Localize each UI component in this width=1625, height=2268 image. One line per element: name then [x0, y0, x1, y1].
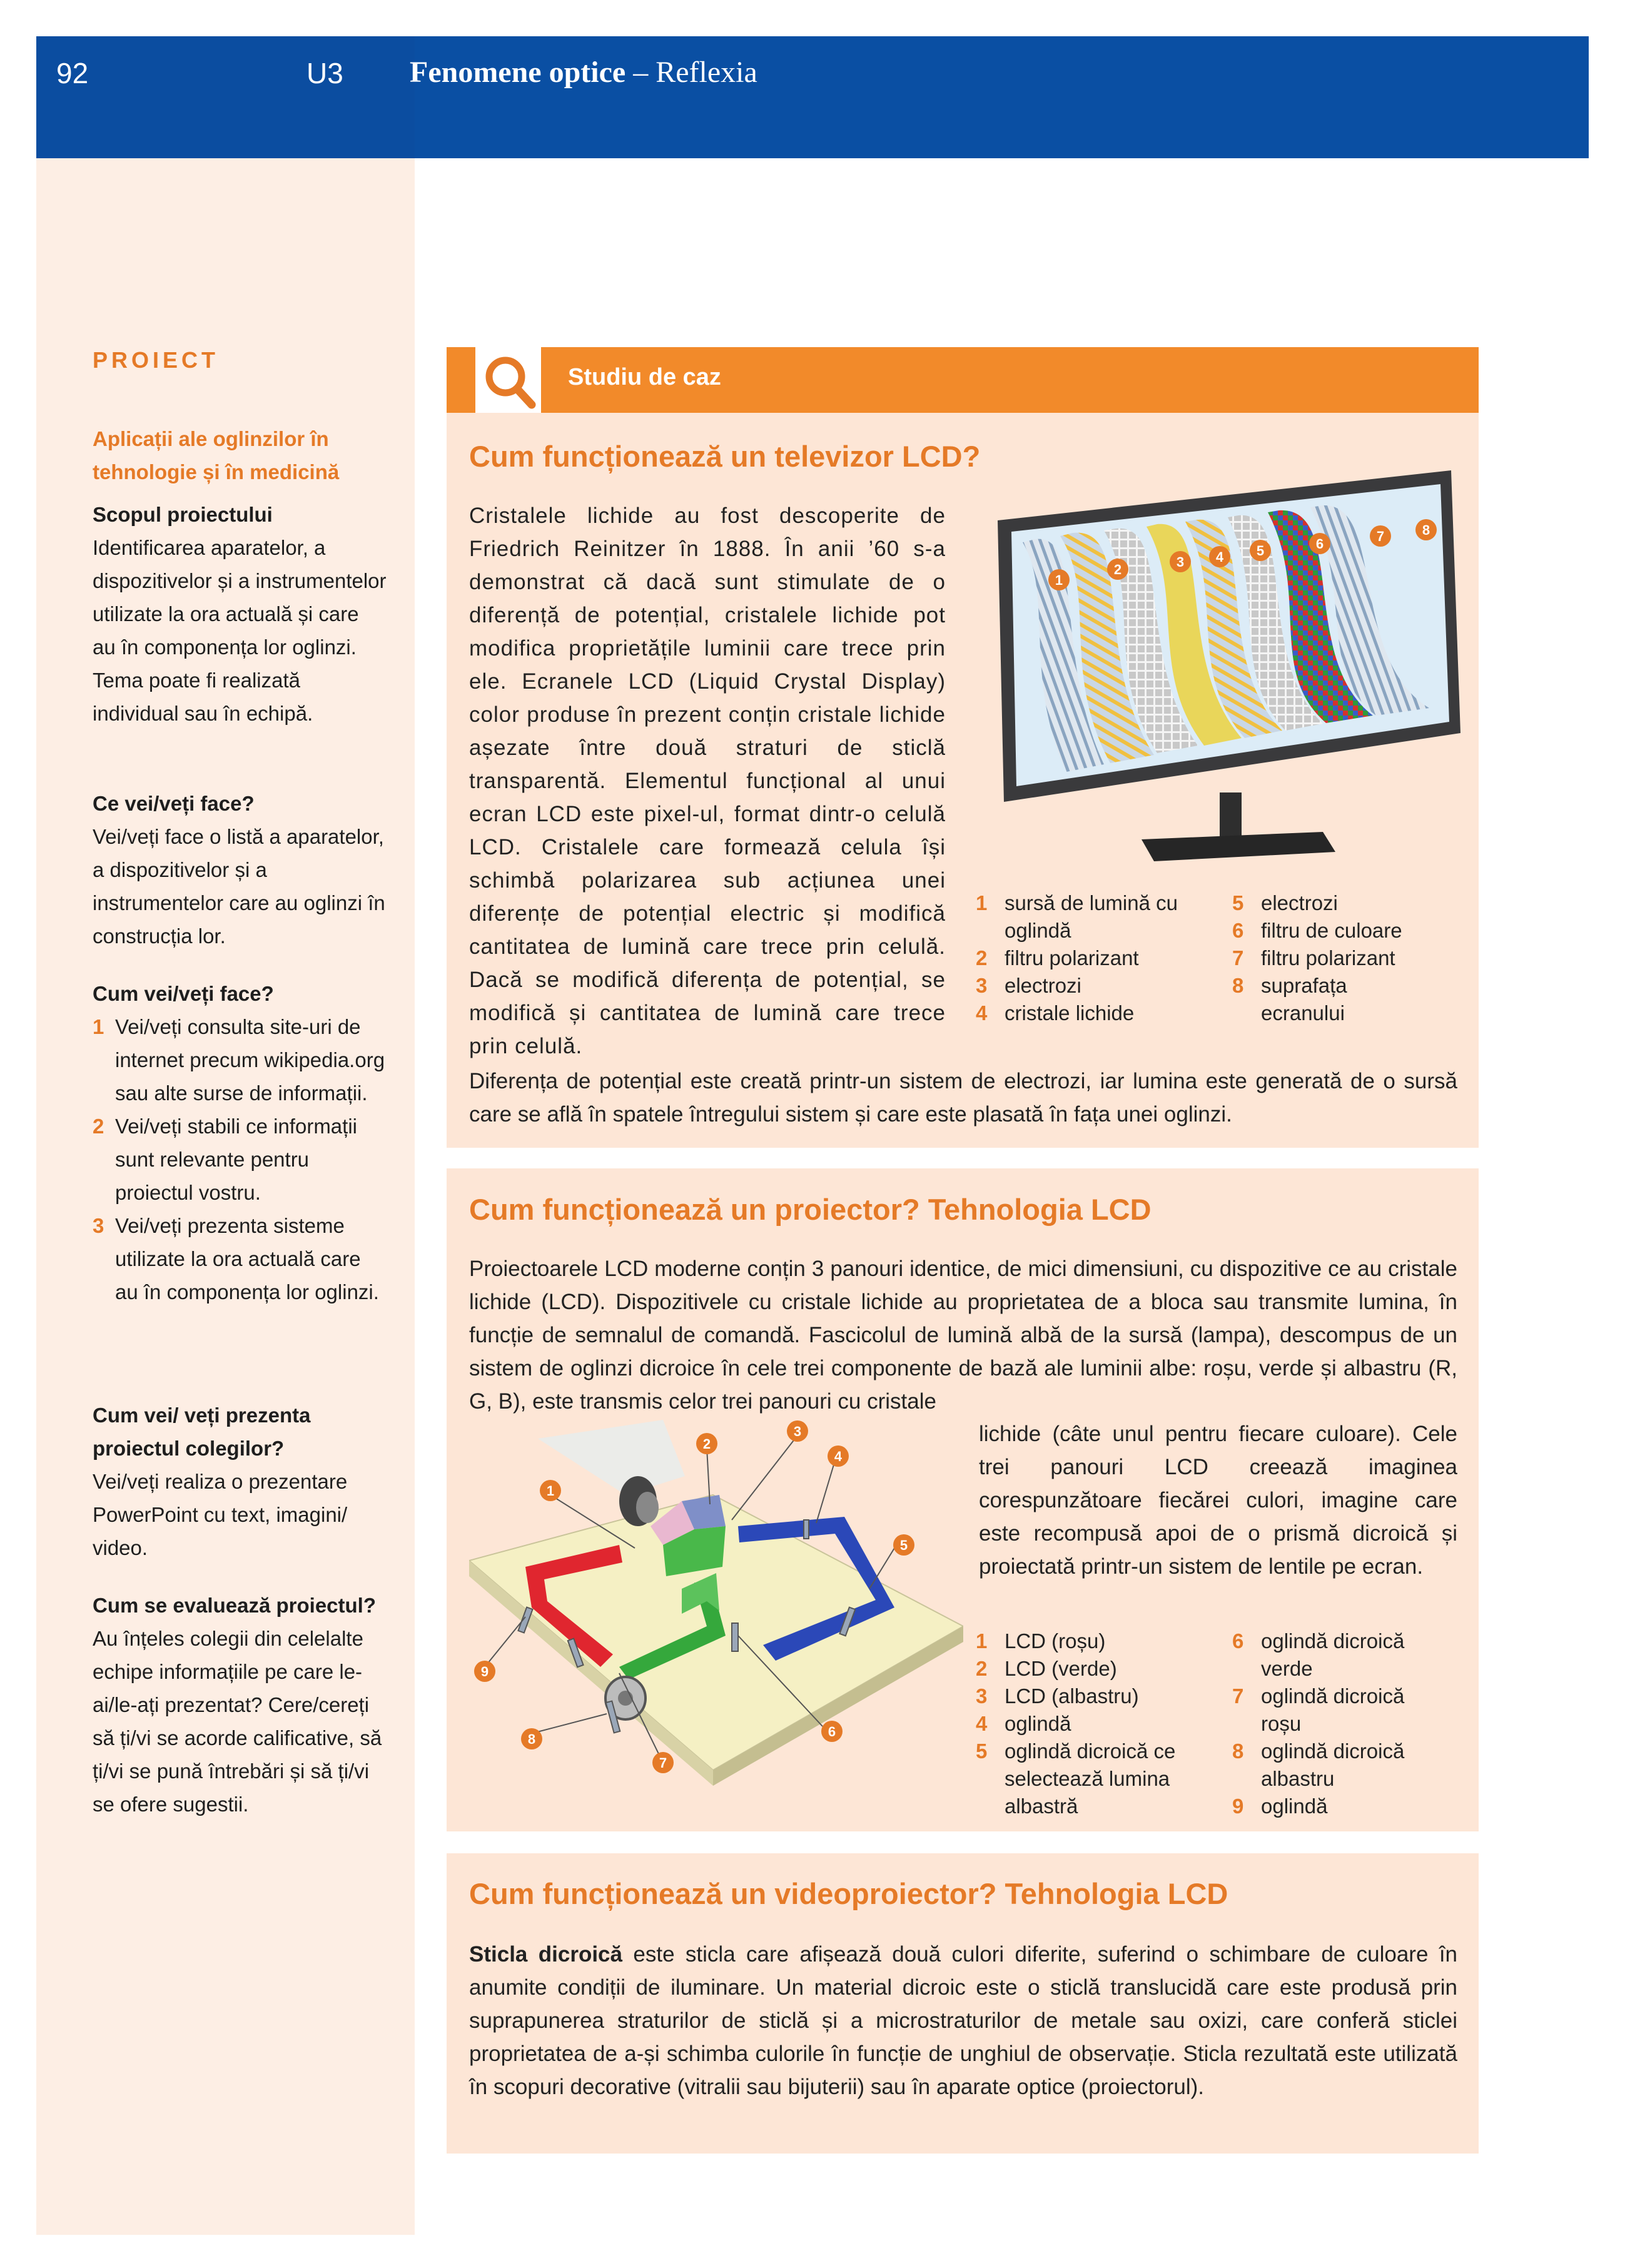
step-text: Vei/veți consulta site-uri de internet precum wikipedia.org sau alte surse de informații. [115, 1015, 385, 1105]
unit-label: U3 [306, 57, 343, 89]
step-item [93, 1010, 387, 1110]
svg-text:6: 6 [828, 1724, 836, 1739]
legend-number: 9 [1232, 1795, 1244, 1818]
legend-text: oglindă [1005, 1712, 1071, 1735]
legend-number: 3 [976, 1684, 988, 1708]
legend-number: 5 [1232, 891, 1244, 914]
legend-text: sursă de lumină cu oglindă [1005, 891, 1178, 942]
case-study-badge: Studiu de caz [568, 364, 721, 390]
legend-text: suprafața ecranului [1261, 974, 1347, 1025]
legend-item [1232, 917, 1457, 944]
legend-item [1232, 972, 1457, 1027]
legend-text: LCD (verde) [1005, 1657, 1117, 1680]
legend-number: 2 [976, 946, 988, 969]
legend-text: oglindă dicroică roșu [1261, 1684, 1405, 1735]
what-text: Vei/veți face o listă a aparatelor, a dispozitivelor și a instrumentelor care au oglinzi în construcția lor. [93, 825, 385, 948]
svg-text:1: 1 [1055, 572, 1063, 588]
legend-text: oglindă [1261, 1795, 1328, 1818]
legend-item [1232, 1628, 1457, 1683]
legend-number: 3 [976, 974, 988, 997]
present-heading: Cum vei/ veți prezenta proiectul colegilor? [93, 1404, 311, 1460]
chapter-title-bold: Fenomene optice [410, 56, 626, 89]
svg-text:2: 2 [1113, 562, 1122, 577]
sidebar-block-how [93, 977, 387, 1309]
legend-item [1232, 1683, 1457, 1738]
step-number: 1 [93, 1015, 104, 1038]
legend-number: 8 [1232, 974, 1244, 997]
svg-text:7: 7 [1376, 529, 1385, 544]
goal-text: Identificarea aparatelor, a dispozitivelor și a instrumentelor utilizate la ora actuală și care au în componența lor oglinzi. Tema poate fi realizată individual sau în echipă. [93, 536, 387, 725]
dichroic-term: Sticla dicroică [469, 1942, 622, 1967]
step-number: 2 [93, 1115, 104, 1138]
lcd-tv-legend-left [976, 889, 1220, 1027]
svg-text:1: 1 [546, 1483, 555, 1499]
svg-text:5: 5 [1256, 543, 1265, 559]
legend-item [976, 972, 1220, 1000]
header-left-block [36, 36, 415, 158]
lcd-tv-text: Cristalele lichide au fost descoperite de Friedrich Reinitzer în 1888. În anii ’60 s-a demonstrat că dacă sunt stimulate de o diferență de potențial, cristalele lichide pot modifica proprietățile luminii care trece prin ele. Ecranele LCD (Liquid Crystal Display) color produse în prezent conțin cristale lichide așezate între două straturi de sticlă transparentă. Elementul funcțional al unui ecran LCD este pixel-ul, format dintr-o celulă LCD. Cristalele care formează celula își schimbă polarizarea sub acțiunea unei diferențe de potențial electric și modifică cantitatea de lumină care trece prin celulă. Dacă se modifică diferența de potențial, se modifică și cantitatea de lumină care trece prin celulă. [469, 504, 946, 1058]
legend-text: oglindă dicroică ce selectează lumina albastră [1005, 1739, 1176, 1818]
projector-text-full: Proiectoarele LCD moderne conțin 3 panouri identice, de mici dimensiuni, cu dispozitive ce au cristale lichide (LCD). Dispozitivele cu cristale lichide au proprietatea de a bloca sau transmite lumina, în funcție de semnalul de comandă. Fascicolul de lumină albă de la sursă (lampa), descompus de un sistem de oglinzi dicroice în cele trei componente de bază ale luminii albe: roșu, verde și albastru (R, G, B), este transmis celor trei panouri cu cristale [469, 1257, 1457, 1414]
legend-number: 2 [976, 1657, 988, 1680]
what-heading: Ce vei/veți face? [93, 792, 255, 815]
projector-illustration [469, 1420, 963, 1808]
legend-text: oglindă dicroică verde [1261, 1629, 1405, 1680]
chapter-title-rest: – Reflexia [625, 56, 757, 89]
legend-text: filtru de culoare [1261, 919, 1402, 942]
legend-number: 5 [976, 1739, 988, 1763]
search-icon [475, 347, 541, 413]
sidebar-block-what [93, 787, 387, 953]
svg-text:4: 4 [1215, 549, 1224, 565]
legend-item [976, 1710, 1220, 1738]
sidebar-block-present [93, 1399, 387, 1564]
legend-text: LCD (albastru) [1005, 1684, 1139, 1708]
legend-text: oglindă dicroică albastru [1261, 1739, 1405, 1790]
legend-item [976, 1000, 1220, 1027]
legend-number: 4 [976, 1712, 988, 1735]
svg-text:6: 6 [1315, 536, 1324, 552]
legend-number: 1 [976, 1629, 988, 1653]
sidebar-block-eval [93, 1589, 387, 1821]
eval-text: Au înțeles colegii din celelalte echipe informațiile pe care le-ai/le-ați prezentat? Cere/cereți să ți/vi se acorde calificative, să ți/vi se pună întrebări și să ți/vi se ofere sugestii. [93, 1627, 382, 1816]
lcd-tv-legend-right [1232, 889, 1457, 1027]
step-text: Vei/veți prezenta sisteme utilizate la ora actuală care au în componența lor oglinzi. [115, 1214, 379, 1304]
goal-heading: Scopul proiectului [93, 503, 273, 526]
legend-item [1232, 1793, 1457, 1820]
svg-text:7: 7 [659, 1755, 667, 1771]
projector-legend-left [976, 1628, 1220, 1820]
step-item [93, 1110, 387, 1209]
videoprojector-text [469, 1938, 1457, 2103]
svg-text:3: 3 [793, 1424, 802, 1439]
step-text: Vei/veți stabili ce informații sunt relevante pentru proiectul vostru. [115, 1115, 357, 1204]
projector-text-right: lichide (câte unul pentru fiecare culoare). Cele trei panouri LCD creează imaginea corespunzătoare fiecărei culori, imagine care este recompusă apoi de o prismă dicroică și proiectată printr-un sistem de lentile pe ecran. [979, 1422, 1457, 1579]
svg-text:2: 2 [702, 1436, 711, 1452]
legend-item [1232, 1738, 1457, 1793]
legend-item [976, 944, 1220, 972]
svg-text:8: 8 [1422, 522, 1430, 538]
lcd-tv-illustration [998, 470, 1460, 871]
legend-number: 7 [1232, 1684, 1244, 1708]
legend-text: LCD (roșu) [1005, 1629, 1106, 1653]
lcd-tv-text-full: Diferența de potențial este creată printr-un sistem de electrozi, iar lumina este generată de o sursă care se află în spatele întregului sistem și care este plasată în fața unei oglinzi. [469, 1069, 1457, 1126]
svg-text:5: 5 [899, 1537, 908, 1553]
legend-number: 6 [1232, 1629, 1244, 1653]
legend-number: 8 [1232, 1739, 1244, 1763]
legend-item [976, 1655, 1220, 1683]
svg-text:4: 4 [834, 1449, 843, 1464]
how-heading: Cum vei/veți face? [93, 982, 274, 1005]
sidebar-block-goal [93, 498, 387, 730]
legend-item [976, 889, 1220, 944]
videoprojector-title: Cum funcționează un videoproiector? Tehnologia LCD [469, 1877, 1228, 1910]
legend-item [976, 1683, 1220, 1710]
legend-item [1232, 944, 1457, 972]
dichroic-definition: este sticla care afișează două culori diferite, suferind o schimbare de culoare în anumite condiții de iluminare. Un material dicroic este o sticlă translucidă care este produsă prin suprapunerea straturilor de sticlă și a microstraturilor de metale sau oxizi, care conferă sticlei proprietatea de a-și schimba culorile în funcție de unghiul de observație. Sticla rezultată este utilizată în scopuri decorative (vitralii sau bijuterii) sau în aparate optice (proiectorul). [469, 1942, 1458, 2099]
step-number: 3 [93, 1214, 104, 1237]
page-number: 92 [56, 57, 89, 89]
project-title: Aplicații ale oglinzilor în tehnologie și în medicină [93, 427, 340, 483]
page-header [36, 36, 1589, 158]
projector-legend-right [1232, 1628, 1457, 1820]
svg-text:3: 3 [1176, 554, 1185, 570]
legend-number: 7 [1232, 946, 1244, 969]
legend-text: electrozi [1005, 974, 1081, 997]
svg-text:8: 8 [527, 1731, 536, 1747]
legend-item [976, 1738, 1220, 1820]
sidebar-section-label: PROIECT [93, 347, 220, 373]
lcd-tv-title: Cum funcționează un televizor LCD? [469, 440, 981, 473]
present-text: Vei/veți realiza o prezentare PowerPoint cu text, imagini/ video. [93, 1470, 348, 1559]
legend-text: filtru polarizant [1005, 946, 1139, 969]
projector-title: Cum funcționează un proiector? Tehnologia LCD [469, 1193, 1152, 1226]
chapter-title [410, 55, 757, 89]
legend-item [976, 1628, 1220, 1655]
eval-heading: Cum se evaluează proiectul? [93, 1594, 376, 1617]
legend-number: 4 [976, 1001, 988, 1025]
legend-text: electrozi [1261, 891, 1338, 914]
legend-number: 1 [976, 891, 988, 914]
svg-text:9: 9 [480, 1664, 489, 1679]
legend-number: 6 [1232, 919, 1244, 942]
legend-text: cristale lichide [1005, 1001, 1135, 1025]
step-item [93, 1209, 387, 1309]
legend-item [1232, 889, 1457, 917]
legend-text: filtru polarizant [1261, 946, 1395, 969]
